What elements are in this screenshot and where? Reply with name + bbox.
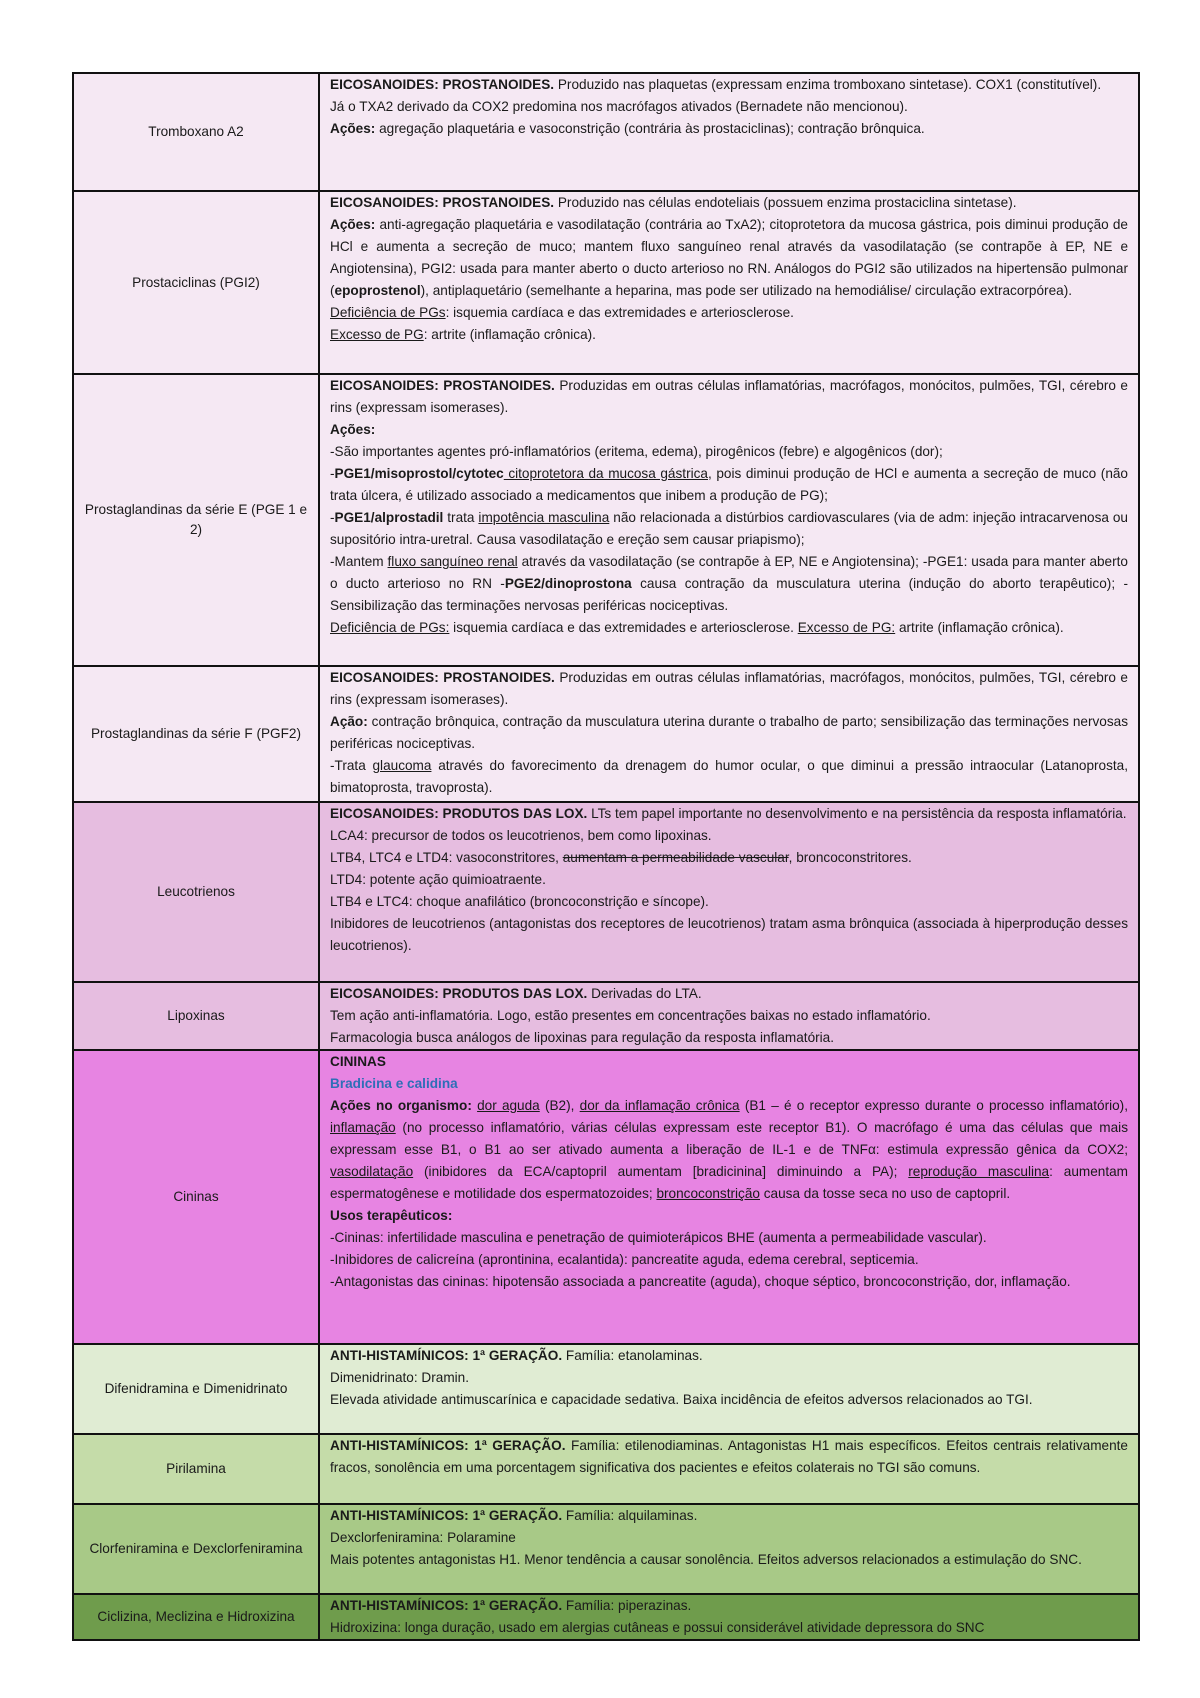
description-line — [330, 192, 1128, 214]
text-segment: artrite (inflamação crônica). — [895, 620, 1064, 635]
text-segment: LTs tem papel importante no desenvolvimento e na persistência da resposta inflamatória. — [587, 806, 1127, 821]
table-row — [73, 1050, 1139, 1344]
description-cell — [319, 374, 1139, 666]
text-segment: causa da tosse seca no uso de captopril. — [759, 1186, 1011, 1201]
text-segment: CININAS — [330, 1054, 386, 1069]
table-row — [73, 191, 1139, 374]
table-row — [73, 666, 1139, 802]
description-line — [330, 74, 1128, 96]
text-segment: Produzidas em outras células inflamatórias, macrófagos, monócitos, pulmões, TGI, cérebro e rins (expressam isomerases). — [330, 378, 1128, 415]
drug-name-cell: Prostaciclinas (PGI2) — [73, 191, 319, 374]
description-line — [330, 214, 1128, 302]
text-segment: Bradicina e calidina — [330, 1076, 458, 1091]
description-line — [330, 1595, 1128, 1617]
text-segment: EICOSANOIDES: PROSTANOIDES. — [330, 378, 555, 393]
description-line — [330, 1249, 1128, 1271]
description-line — [330, 983, 1128, 1005]
description-line — [330, 302, 1128, 324]
drug-name-cell: Clorfeniramina e Dexclorfeniramina — [73, 1504, 319, 1594]
text-segment: : aumentam espermatogênese e motilidade dos espermatozoides; — [330, 1164, 1129, 1201]
description-line — [330, 1051, 1128, 1073]
text-segment: aumentam a permeabilidade vascular — [562, 850, 789, 865]
text-segment: reprodução masculina — [908, 1164, 1050, 1179]
table-row — [73, 73, 1139, 191]
description-cell — [319, 1594, 1139, 1640]
text-segment: Inibidores de leucotrienos (antagonistas dos receptores de leucotrienos) tratam asma brônquica (associada à hiperprodução desses leucotrienos). — [330, 916, 1128, 953]
text-segment: : artrite (inflamação crônica). — [423, 327, 596, 342]
text-segment: isquemia cardíaca e das extremidades e arteriosclerose. — [449, 620, 798, 635]
text-segment: , broncoconstritores. — [788, 850, 912, 865]
text-segment: Dimenidrinato: Dramin. — [330, 1370, 470, 1385]
text-segment: ANTI-HISTAMÍNICOS: 1ª GERAÇÃO. — [330, 1508, 563, 1523]
text-segment: Mais potentes antagonistas H1. Menor tendência a causar sonolência. Efeitos adversos relacionados a estimulação do SNC. — [330, 1552, 1082, 1567]
text-segment: (no processo inflamatório, várias células expressam este receptor B1). O macrófago é uma das células que mais expressam esse B1, o B1 ao ser ativado aumenta a liberação de IL-1 e de TNFα: estimula expressão gênica da COX2; — [330, 1120, 1128, 1157]
text-segment: contração brônquica, contração da musculatura uterina durante o trabalho de parto; sensibilização das terminações nervosas periféricas nociceptivas. — [330, 714, 1128, 751]
text-segment: , pois diminui produção de HCl e aumenta a secreção de muco (não trata úlcera, é utilizado associado a medicamentos que inibem a produção de PG); — [330, 466, 1128, 503]
text-segment: EICOSANOIDES: PROSTANOIDES. — [330, 195, 555, 210]
text-segment: -Mantem — [330, 554, 388, 569]
description-cell — [319, 1050, 1139, 1344]
description-cell — [319, 73, 1139, 191]
text-segment: Família: etilenodiaminas. Antagonistas H1 mais específicos. Efeitos centrais relativamente fracos, sonolência em uma porcentagem significativa dos pacientes e efeitos colaterais no TGI são comuns. — [330, 1438, 1128, 1475]
text-segment: causa contração da musculatura uterina (indução do aborto terapêutico); -Sensibilização das terminações nervosas periféricas nociceptivas. — [330, 576, 1128, 613]
description-line — [330, 1527, 1128, 1549]
description-line — [330, 711, 1128, 755]
table-row — [73, 1434, 1139, 1504]
table-row — [73, 982, 1139, 1050]
text-segment: LTB4 e LTC4: choque anafilático (broncoconstrição e síncope). — [330, 894, 709, 909]
text-segment: LTD4: potente ação quimioatraente. — [330, 872, 546, 887]
description-cell — [319, 982, 1139, 1050]
text-segment: - — [330, 510, 335, 525]
text-segment: broncoconstrição — [656, 1186, 760, 1201]
text-segment: citoprotetora da mucosa gástrica — [503, 466, 708, 481]
text-segment: Ações no organismo: — [330, 1098, 472, 1113]
text-segment: através da vasodilatação (se contrapõe à EP, NE e Angiotensina); -PGE1: usada para manter aberto o ducto arterioso no RN - — [330, 554, 1128, 591]
table-row — [73, 374, 1139, 666]
table-row — [73, 1594, 1139, 1640]
description-line — [330, 551, 1128, 617]
description-line — [330, 803, 1128, 825]
description-line — [330, 617, 1128, 639]
text-segment: dor aguda — [477, 1098, 540, 1113]
text-segment: não relacionada a distúrbios cardiovasculares (via de adm: injeção intracarvenosa ou supositório intra-uretral. Causa vasodilatação e ereção sem causar priapismo); — [330, 510, 1128, 547]
description-line — [330, 755, 1128, 799]
drug-name-cell: Prostaglandinas da série E (PGE 1 e 2) — [73, 374, 319, 666]
description-line — [330, 1205, 1128, 1227]
text-segment: (inibidores da ECA/captopril aumentam [bradicinina] diminuindo a PA); — [413, 1164, 909, 1179]
text-segment: -Antagonistas das cininas: hipotensão associada a pancreatite (aguda), choque séptico, broncoconstrição, dor, inflamação. — [330, 1274, 1071, 1289]
text-segment: vasodilatação — [330, 1164, 414, 1179]
description-line — [330, 891, 1128, 913]
text-segment: trata — [443, 510, 479, 525]
text-segment: Ações: — [330, 121, 376, 136]
description-line — [330, 1367, 1128, 1389]
text-segment: inflamação — [330, 1120, 396, 1135]
text-segment: (B1 – é o receptor expresso durante o processo inflamatório), — [739, 1098, 1128, 1113]
text-segment: Farmacologia busca análogos de lipoxinas para regulação da resposta inflamatória. — [330, 1030, 835, 1045]
description-cell — [319, 666, 1139, 802]
text-segment: Tem ação anti-inflamatória. Logo, estão presentes em concentrações baixas no estado inflamatório. — [330, 1008, 931, 1023]
description-line — [330, 96, 1128, 118]
drug-name-cell: Difenidramina e Dimenidrinato — [73, 1344, 319, 1434]
text-segment: : isquemia cardíaca e das extremidades e arteriosclerose. — [445, 305, 794, 320]
drug-name-cell: Lipoxinas — [73, 982, 319, 1050]
drug-name-cell: Leucotrienos — [73, 802, 319, 982]
text-segment: Deficiência de PGs: — [330, 620, 450, 635]
drug-name-cell: Ciclizina, Meclizina e Hidroxizina — [73, 1594, 319, 1640]
text-segment: Excesso de PG — [330, 327, 424, 342]
description-line — [330, 1435, 1128, 1479]
description-cell — [319, 1344, 1139, 1434]
text-segment: Hidroxizina: longa duração, usado em alergias cutâneas e possui considerável atividade depressora do SNC — [330, 1620, 985, 1635]
description-line — [330, 667, 1128, 711]
description-line — [330, 847, 1128, 869]
description-line — [330, 1345, 1128, 1367]
text-segment: EICOSANOIDES: PROSTANOIDES. — [330, 77, 555, 92]
text-segment: EICOSANOIDES: PRODUTOS DAS LOX. — [330, 986, 588, 1001]
description-cell — [319, 1504, 1139, 1594]
text-segment: - — [330, 466, 335, 481]
description-line — [330, 1005, 1128, 1027]
description-line — [330, 1095, 1128, 1205]
text-segment: PGE2/dinoprostona — [504, 576, 632, 591]
text-segment: Ações: — [330, 217, 376, 232]
text-segment: Deficiência de PGs — [330, 305, 446, 320]
text-segment: fluxo sanguíneo renal — [387, 554, 518, 569]
text-segment: Produzido nas células endoteliais (possuem enzima prostaciclina sintetase). — [554, 195, 1017, 210]
description-cell — [319, 191, 1139, 374]
text-segment: ANTI-HISTAMÍNICOS: 1ª GERAÇÃO. — [330, 1438, 566, 1453]
text-segment: PGE1/misoprostol/cytotec — [334, 466, 504, 481]
text-segment: epoprostenol — [334, 283, 421, 298]
description-line — [330, 1073, 1128, 1095]
text-segment: ANTI-HISTAMÍNICOS: 1ª GERAÇÃO. — [330, 1598, 563, 1613]
description-line — [330, 1549, 1128, 1571]
text-segment: Família: alquilaminas. — [562, 1508, 698, 1523]
text-segment: -Cininas: infertilidade masculina e penetração de quimioterápicos BHE (aumenta a permeabilidade vascular). — [330, 1230, 987, 1245]
text-segment: dor da inflamação crônica — [579, 1098, 740, 1113]
description-line — [330, 324, 1128, 346]
text-segment: PGE1/alprostadil — [334, 510, 444, 525]
description-line — [330, 118, 1128, 140]
drug-name-cell: Tromboxano A2 — [73, 73, 319, 191]
text-segment: através do favorecimento da drenagem do humor ocular, o que diminui a pressão intraocular (Latanoprosta, bimatoprosta, travoprosta). — [330, 758, 1129, 795]
description-line — [330, 869, 1128, 891]
text-segment: Família: piperazinas. — [562, 1598, 692, 1613]
description-line — [330, 1227, 1128, 1249]
text-segment: Excesso de PG: — [797, 620, 896, 635]
description-line — [330, 419, 1128, 441]
description-cell — [319, 1434, 1139, 1504]
text-segment: Ações: — [330, 422, 376, 437]
drug-name-cell: Pirilamina — [73, 1434, 319, 1504]
description-line — [330, 913, 1128, 957]
description-line — [330, 441, 1128, 463]
text-segment: -Inibidores de calicreína (aprontinina, ecalantida): pancreatite aguda, edema cerebral, septicemia. — [330, 1252, 919, 1267]
description-line — [330, 1271, 1128, 1293]
drug-name-cell: Prostaglandinas da série F (PGF2) — [73, 666, 319, 802]
pharmacology-table — [72, 72, 1140, 1641]
drug-name-cell: Cininas — [73, 1050, 319, 1344]
description-line — [330, 825, 1128, 847]
text-segment: -São importantes agentes pró-inflamatórios (eritema, edema), pirogênicos (febre) e algogênicos (dor); — [330, 444, 943, 459]
description-line — [330, 507, 1128, 551]
text-segment: LTB4, LTC4 e LTD4: vasoconstritores, — [330, 850, 563, 865]
text-segment: Já o TXA2 derivado da COX2 predomina nos macrófagos ativados (Bernadete não mencionou). — [330, 99, 908, 114]
text-segment: EICOSANOIDES: PROSTANOIDES. — [330, 670, 555, 685]
text-segment: ANTI-HISTAMÍNICOS: 1ª GERAÇÃO. — [330, 1348, 563, 1363]
description-line — [330, 375, 1128, 419]
text-segment: glaucoma — [372, 758, 432, 773]
description-line — [330, 1027, 1128, 1049]
description-line — [330, 1389, 1128, 1411]
table-row — [73, 1344, 1139, 1434]
description-line — [330, 1617, 1128, 1639]
text-segment: Usos terapêuticos: — [330, 1208, 453, 1223]
description-line — [330, 463, 1128, 507]
text-segment: EICOSANOIDES: PRODUTOS DAS LOX. — [330, 806, 588, 821]
text-segment: -Trata — [330, 758, 373, 773]
description-cell — [319, 802, 1139, 982]
text-segment: LCA4: precursor de todos os leucotrienos, bem como lipoxinas. — [330, 828, 712, 843]
text-segment: Dexclorfeniramina: Polaramine — [330, 1530, 516, 1545]
table-row — [73, 802, 1139, 982]
text-segment: agregação plaquetária e vasoconstrição (contrária às prostaciclinas); contração brônquica. — [375, 121, 925, 136]
text-segment: Produzido nas plaquetas (expressam enzima tromboxano sintetase). COX1 (constitutível). — [554, 77, 1102, 92]
text-segment: Ação: — [330, 714, 368, 729]
text-segment: ), antiplaquetário (semelhante a heparina, mas pode ser utilizado na hemodiálise/ circulação extracorpórea). — [420, 283, 1072, 298]
text-segment: Elevada atividade antimuscarínica e capacidade sedativa. Baixa incidência de efeitos adversos relacionados ao TGI. — [330, 1392, 1033, 1407]
text-segment: (B2), — [539, 1098, 580, 1113]
text-segment: anti-agregação plaquetária e vasodilatação (contrária ao TxA2); citoprotetora da mucosa gástrica, pois diminui produção de HCl e aumenta a secreção de muco; mantem fluxo sanguíneo renal através da vasodilatação (se contrapõe à EP, NE e Angiotensina), PGI2: usada para manter aberto o ducto arterioso no RN. Análogos do PGI2 são utilizados na hipertensão pulmonar ( — [330, 217, 1128, 298]
table-row — [73, 1504, 1139, 1594]
text-segment: impotência masculina — [478, 510, 610, 525]
description-line — [330, 1505, 1128, 1527]
text-segment: Família: etanolaminas. — [562, 1348, 703, 1363]
text-segment: Produzidas em outras células inflamatórias, macrófagos, monócitos, pulmões, TGI, cérebro e rins (expressam isomerases). — [330, 670, 1128, 707]
text-segment: Derivadas do LTA. — [587, 986, 702, 1001]
